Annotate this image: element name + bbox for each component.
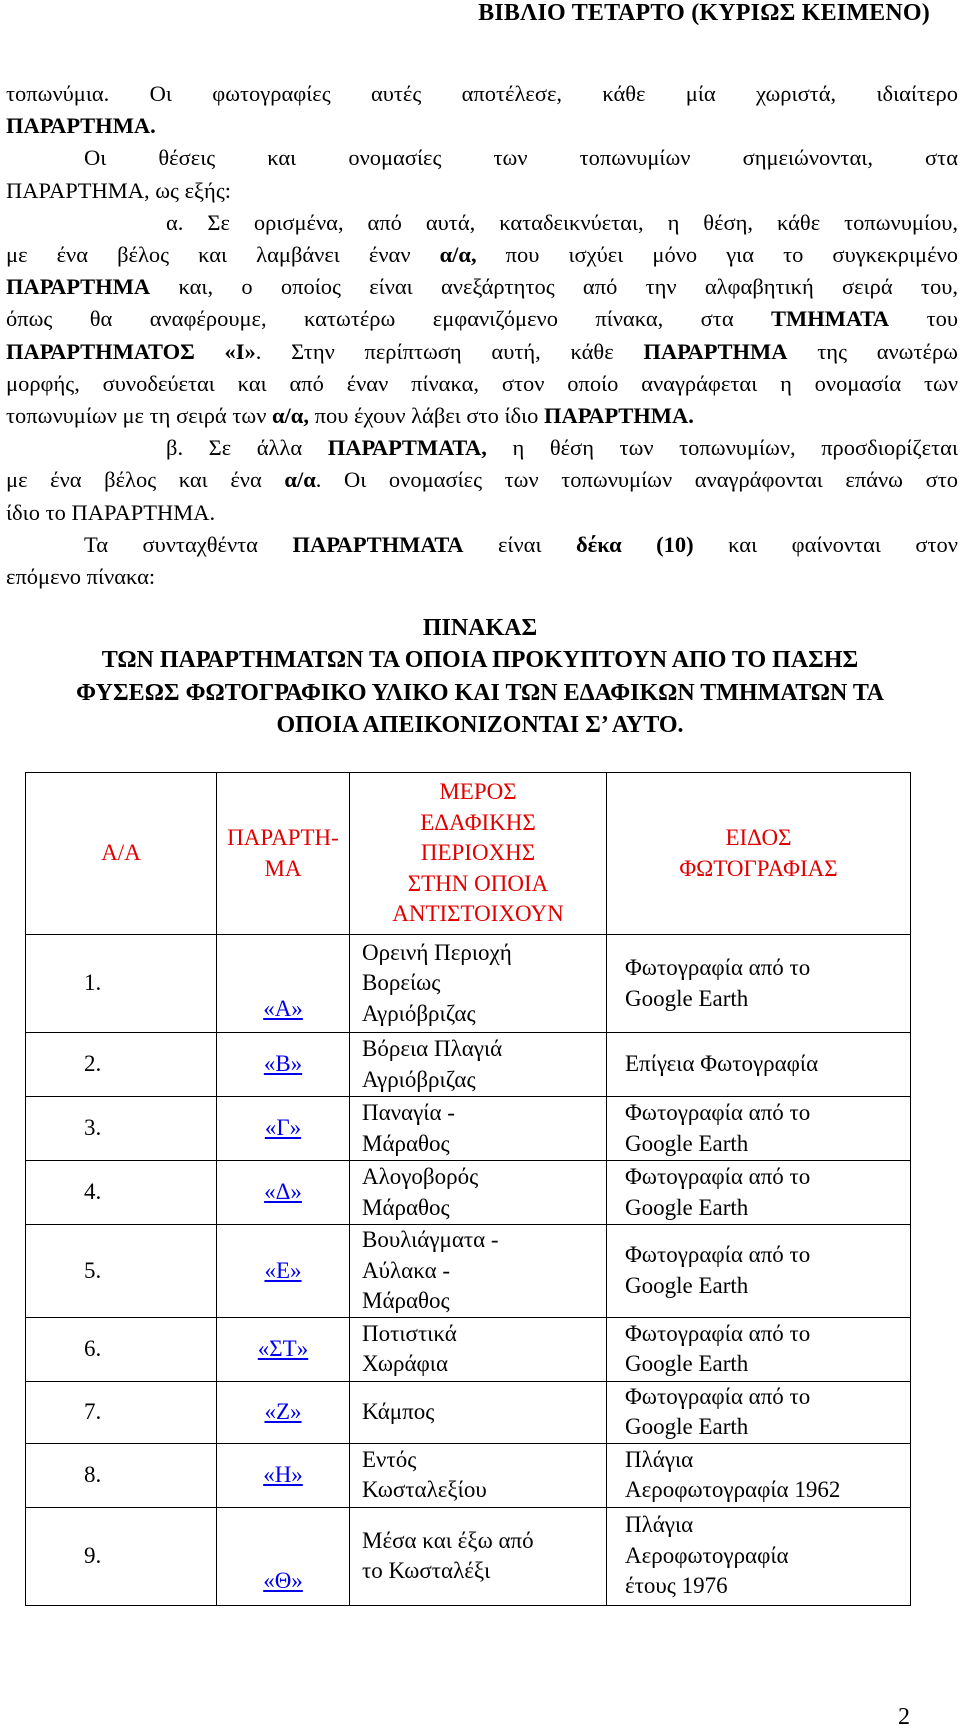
photo-kind-cell: Φωτογραφία από το Google Earth [607, 1161, 911, 1225]
area-cell: Ποτιστικά Χωράφια [350, 1317, 607, 1381]
table-row [26, 935, 911, 1033]
table-row [26, 1161, 911, 1225]
paragraph-line: με ένα βέλος και λαμβάνει έναν α/α, που ισχύει μόνο για το συγκεκριμένο [6, 242, 958, 268]
annex-link[interactable]: «Θ» [263, 1568, 303, 1593]
annex-cell [217, 1097, 350, 1161]
row-number: 1. [26, 935, 217, 1033]
annex-cell [217, 1317, 350, 1381]
paragraph-line: Οι θέσεις και ονομασίες των τοπωνυμίων σημειώνονται, στα [84, 145, 958, 171]
paragraph-line: α. Σε ορισμένα, από αυτά, καταδεικνύεται, η θέση, κάθε τοπωνυμίου, [166, 209, 958, 235]
row-number: 2. [26, 1033, 217, 1097]
header-kind: ΕΙΔΟΣ ΦΩΤΟΓΡΑΦΙΑΣ [607, 773, 911, 935]
table-row [26, 1381, 911, 1443]
row-number: 9. [26, 1507, 217, 1605]
annex-link[interactable]: «Ζ» [264, 1398, 302, 1424]
annex-link[interactable]: «Δ» [264, 1179, 302, 1205]
paragraph-line: ΠΑΡΑΡΤΗΜΑ και, ο οποίος είναι ανεξάρτητος από την αλφαβητική σειρά του, [6, 274, 958, 300]
table-row [26, 1033, 911, 1097]
annex-link[interactable]: «ΣΤ» [257, 1335, 309, 1361]
annex-cell [217, 1225, 350, 1318]
paragraph-line: μορφής, συνοδεύεται και από έναν πίνακα, στον οποίο αναγράφεται η ονομασία των [6, 370, 958, 396]
photo-kind-cell: Φωτογραφία από το Google Earth [607, 1317, 911, 1381]
table-row [26, 1443, 911, 1507]
annex-cell [217, 1443, 350, 1507]
annex-link[interactable]: «Ε» [264, 1257, 302, 1283]
header-annex: ΠΑΡΑΡΤΗ- ΜΑ [217, 773, 350, 935]
header-area: ΜΕΡΟΣ ΕΔΑΦΙΚΗΣ ΠΕΡΙΟΧΗΣ ΣΤΗΝ ΟΠΟΙΑ ΑΝΤΙΣΤΟΙΧΟΥΝ [350, 773, 607, 935]
annex-cell [217, 1381, 350, 1443]
table-row [26, 1317, 911, 1381]
photo-kind-cell: Φωτογραφία από το Google Earth [607, 935, 911, 1033]
annex-cell [217, 935, 350, 1033]
annex-link[interactable]: «Α» [263, 995, 303, 1021]
paragraph-line: επόμενο πίνακα: [6, 564, 156, 590]
photo-kind-cell: Φωτογραφία από το Google Earth [607, 1381, 911, 1443]
paragraph-line: ίδιο το ΠΑΡΑΡΤΗΜΑ. [6, 499, 216, 525]
photo-kind-cell: Φωτογραφία από το Google Earth [607, 1225, 911, 1318]
paragraph-line: με ένα βέλος και ένα α/α. Οι ονομασίες των τοπωνυμίων αναγράφονται επάνω στο [6, 467, 958, 493]
annex-link[interactable]: «Γ» [264, 1115, 302, 1141]
annex-cell [217, 1507, 350, 1605]
row-number: 5. [26, 1225, 217, 1318]
area-cell: Βόρεια Πλαγιά Αγριόβριζας [350, 1033, 607, 1097]
body-text [6, 78, 958, 593]
page-number: 2 [898, 1704, 910, 1730]
photo-kind-cell: Πλάγια Αεροφωτογραφία έτους 1976 [607, 1507, 911, 1605]
paragraph-line: ΠΑΡΑΡΤΗΜΑΤΟΣ «Ι». Στην περίπτωση αυτή, κάθε ΠΑΡΑΡΤΗΜΑ της ανωτέρω [6, 338, 958, 364]
table-row [26, 1097, 911, 1161]
area-cell: Κάμπος [350, 1381, 607, 1443]
area-cell: Αλογοβορός Μάραθος [350, 1161, 607, 1225]
paragraph-line: ΠΑΡΑΡΤΗΜΑ, ως εξής: [6, 177, 231, 203]
area-cell: Βουλιάγματα - Αύλακα - Μάραθος [350, 1225, 607, 1318]
table-title-line: ΦΥΣΕΩΣ ΦΩΤΟΓΡΑΦΙΚΟ ΥΛΙΚΟ ΚΑΙ ΤΩΝ ΕΔΑΦΙΚΩΝ ΤΜΗΜΑΤΩΝ ΤΑ [76, 679, 884, 706]
table-row [26, 1507, 911, 1605]
row-number: 7. [26, 1381, 217, 1443]
table-title-line: ΠΙΝΑΚΑΣ [422, 615, 538, 641]
photo-kind-cell: Πλάγια Αεροφωτογραφία 1962 [607, 1443, 911, 1507]
table-title-line: ΟΠΟΙΑ ΑΠΕΙΚΟΝΙΖΟΝΤΑΙ Σ’ ΑΥΤΟ. [276, 712, 684, 739]
table-title-line: ΤΩΝ ΠΑΡΑΡΤΗΜΑΤΩΝ ΤΑ ΟΠΟΙΑ ΠΡΟΚΥΠΤΟΥΝ ΑΠΟ ΤΟ ΠΑΣΗΣ [101, 647, 859, 674]
annex-cell [217, 1033, 350, 1097]
annex-link[interactable]: «Η» [263, 1461, 303, 1487]
paragraph-line: όπως θα αναφέρουμε, κατωτέρω εμφανιζόμενο πίνακα, στα ΤΜΗΜΑΤΑ του [6, 306, 959, 332]
area-cell: Μέσα και έξω από το Κωσταλέξι [350, 1507, 607, 1605]
paragraph-line: ΠΑΡΑΡΤΗΜΑ. [6, 113, 156, 139]
table-row [26, 1225, 911, 1318]
paragraph-line: τοπωνυμίων με τη σειρά των α/α, που έχουν λάβει στο ίδιο ΠΑΡΑΡΤΗΜΑ. [6, 403, 694, 429]
paragraph-line: τοπωνύμια. Οι φωτογραφίες αυτές αποτέλεσε, κάθε μία χωριστά, ιδιαίτερο [6, 81, 958, 106]
photo-kind-cell: Επίγεια Φωτογραφία [607, 1033, 911, 1097]
table-header-row [26, 773, 911, 935]
header-aa: Α/Α [26, 773, 217, 935]
row-number: 6. [26, 1317, 217, 1381]
annex-table [25, 772, 911, 1606]
area-cell: Εντός Κωσταλεξίου [350, 1443, 607, 1507]
running-header: ΒΙΒΛΙΟ ΤΕΤΑΡΤΟ (ΚΥΡΙΩΣ ΚΕΙΜΕΝΟ) [478, 0, 930, 26]
area-cell: Ορεινή Περιοχή Βορείως Αγριόβριζας [350, 935, 607, 1033]
row-number: 3. [26, 1097, 217, 1161]
area-cell: Παναγία - Μάραθος [350, 1097, 607, 1161]
row-number: 4. [26, 1161, 217, 1225]
annex-cell [217, 1161, 350, 1225]
paragraph-line: Τα συνταχθέντα ΠΑΡΑΡΤΗΜΑΤΑ είναι δέκα (10) και φαίνονται στον [84, 531, 958, 557]
photo-kind-cell: Φωτογραφία από το Google Earth [607, 1097, 911, 1161]
annex-link[interactable]: «Β» [263, 1051, 303, 1077]
table-title [0, 612, 960, 742]
row-number: 8. [26, 1443, 217, 1507]
paragraph-line: β. Σε άλλα ΠΑΡΑΡΤΜΑΤΑ, η θέση των τοπωνυμίων, προσδιορίζεται [166, 435, 958, 461]
